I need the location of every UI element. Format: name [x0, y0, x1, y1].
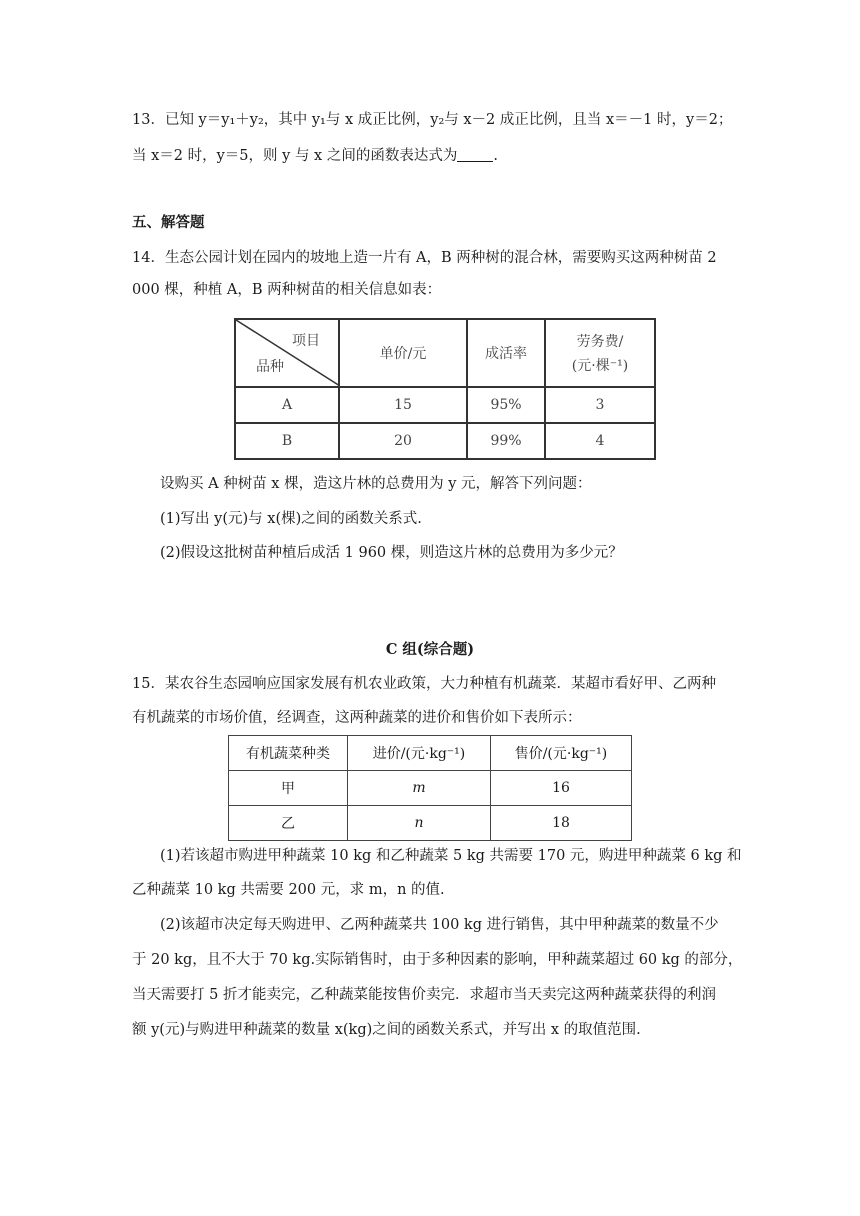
header-labor-line2: (元·棵⁻¹) [571, 358, 629, 374]
header-price: 单价/元 [339, 319, 467, 387]
section-heading: 五、解答题 [132, 214, 205, 231]
header-survival: 成活率 [467, 319, 545, 387]
q15-part2-line3: 当天需要打 5 折才能卖完，乙种蔬菜能按售价卖完．求超市当天卖完这两种蔬菜获得的利润 [132, 987, 716, 1003]
table-cell: 4 [545, 423, 655, 459]
variable-m: m [412, 780, 426, 796]
header-cost: 进价/(元·kg⁻¹) [348, 736, 491, 771]
q15-part1-line2: 乙种蔬菜 10 kg 共需要 200 元，求 m，n 的值. [132, 882, 445, 898]
q14-table [234, 318, 656, 460]
header-labor-line1: 劳务费/ [576, 334, 624, 350]
variable-n: n [414, 815, 424, 831]
q14-intro: 设购买 A 种树苗 x 棵，造这片林的总费用为 y 元，解答下列问题： [160, 476, 592, 492]
q13-line2-text: 当 x＝2 时，y＝5，则 y 与 x 之间的函数表达式为 [132, 148, 458, 164]
table-cell [348, 771, 491, 806]
q15-part2-line1: (2)该超市决定每天购进甲、乙两种蔬菜共 100 kg 进行销售，其中甲种蔬菜的数量不少 [160, 917, 719, 933]
header-labor [545, 319, 655, 387]
table-cell: 18 [491, 806, 632, 841]
q14-part2: (2)假设这批树苗种植后成活 1 960 棵，则造这片林的总费用为多少元？ [160, 545, 623, 561]
table-corner-cell [235, 319, 339, 387]
corner-top-label: 项目 [292, 333, 320, 349]
q15-part1-line1: (1)若该超市购进甲种蔬菜 10 kg 和乙种蔬菜 5 kg 共需要 170 元，购进甲种蔬菜 6 kg 和 [160, 848, 742, 864]
header-type: 有机蔬菜种类 [229, 736, 348, 771]
answer-blank [457, 147, 493, 162]
q15-table [228, 735, 632, 841]
q13-line2 [132, 146, 498, 166]
table-cell: A [235, 387, 339, 423]
table-cell: 95% [467, 387, 545, 423]
q14-line2: 000 棵，种植 A，B 两种树苗的相关信息如表： [132, 282, 442, 298]
table-cell: 甲 [229, 771, 348, 806]
table-cell: 16 [491, 771, 632, 806]
q14-line1: 14．生态公园计划在园内的坡地上造一片有 A，B 两种树的混合林，需要购买这两种树苗 2 [132, 250, 717, 266]
table-cell: 15 [339, 387, 467, 423]
q15-part2-line4: 额 y(元)与购进甲种蔬菜的数量 x(kg)之间的函数关系式，并写出 x 的取值范围. [132, 1022, 641, 1038]
q14-part1: (1)写出 y(元)与 x(棵)之间的函数关系式. [160, 511, 422, 527]
corner-bottom-label: 品种 [256, 359, 284, 375]
table-cell: 乙 [229, 806, 348, 841]
q15-line2: 有机蔬菜的市场价值，经调查，这两种蔬菜的进价和售价如下表所示： [132, 710, 582, 726]
table-cell: B [235, 423, 339, 459]
diagonal-line [236, 320, 340, 386]
q15-line1: 15．某农谷生态园响应国家发展有机农业政策，大力种植有机蔬菜．某超市看好甲、乙两种 [132, 676, 716, 692]
table-cell: 3 [545, 387, 655, 423]
q15-part2-line2: 于 20 kg，且不大于 70 kg.实际销售时，由于多种因素的影响，甲种蔬菜超过 60 kg 的部分， [132, 952, 743, 968]
table-cell: 20 [339, 423, 467, 459]
q13-line2-end: . [493, 148, 498, 164]
table-cell: 99% [467, 423, 545, 459]
q13-line1: 13．已知 y＝y₁＋y₂，其中 y₁与 x 成正比例，y₂与 x－2 成正比例，且当 x＝－1 时，y＝2； [132, 112, 733, 128]
header-sale: 售价/(元·kg⁻¹) [491, 736, 632, 771]
group-c-heading: C 组(综合题) [385, 641, 475, 658]
table-cell [348, 806, 491, 841]
